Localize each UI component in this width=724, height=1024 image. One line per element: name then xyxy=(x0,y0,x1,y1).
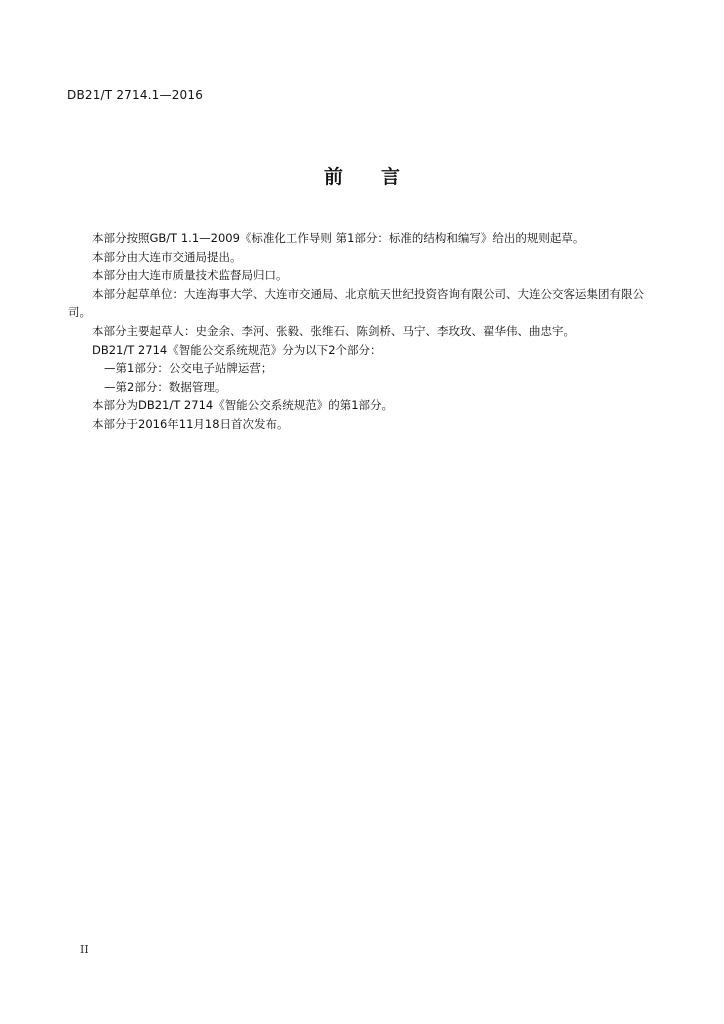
paragraph-parts-intro: DB21/T 2714《智能公交系统规范》分为以下2个部分： xyxy=(92,342,382,357)
page-number: II xyxy=(80,943,89,956)
page-title xyxy=(0,162,724,189)
paragraph-release-date: 本部分于2016年11月18日首次发布。 xyxy=(92,416,289,431)
paragraph-proposed-by: 本部分由大连市交通局提出。 xyxy=(92,249,242,264)
list-item-part-1: —第1部分：公交电子站牌运营； xyxy=(104,361,273,376)
paragraph-drafting-units: 本部分起草单位：大连海事大学、大连市交通局、北京航天世纪投资咨询有限公司、大连公交客运集团有限公司。 xyxy=(68,286,644,320)
title-char-1: 前 xyxy=(323,166,343,188)
title-char-2: 言 xyxy=(381,166,401,188)
paragraph-drafting-rules: 本部分按照GB/T 1.1—2009《标准化工作导则 第1部分：标准的结构和编写》给出的规则起草。 xyxy=(92,231,585,245)
standard-code-header: DB21/T 2714.1—2016 xyxy=(67,88,204,102)
paragraph-main-drafters: 本部分主要起草人：史金余、李河、张毅、张维石、陈剑桥、马宁、李玫玫、翟华伟、曲忠宇。 xyxy=(92,323,575,338)
paragraph-centralized-by: 本部分由大连市质量技术监督局归口。 xyxy=(92,268,288,283)
foreword-body xyxy=(68,229,658,434)
paragraph-part-statement: 本部分为DB21/T 2714《智能公交系统规范》的第1部分。 xyxy=(92,398,394,413)
list-item-part-2: —第2部分：数据管理。 xyxy=(104,379,227,394)
